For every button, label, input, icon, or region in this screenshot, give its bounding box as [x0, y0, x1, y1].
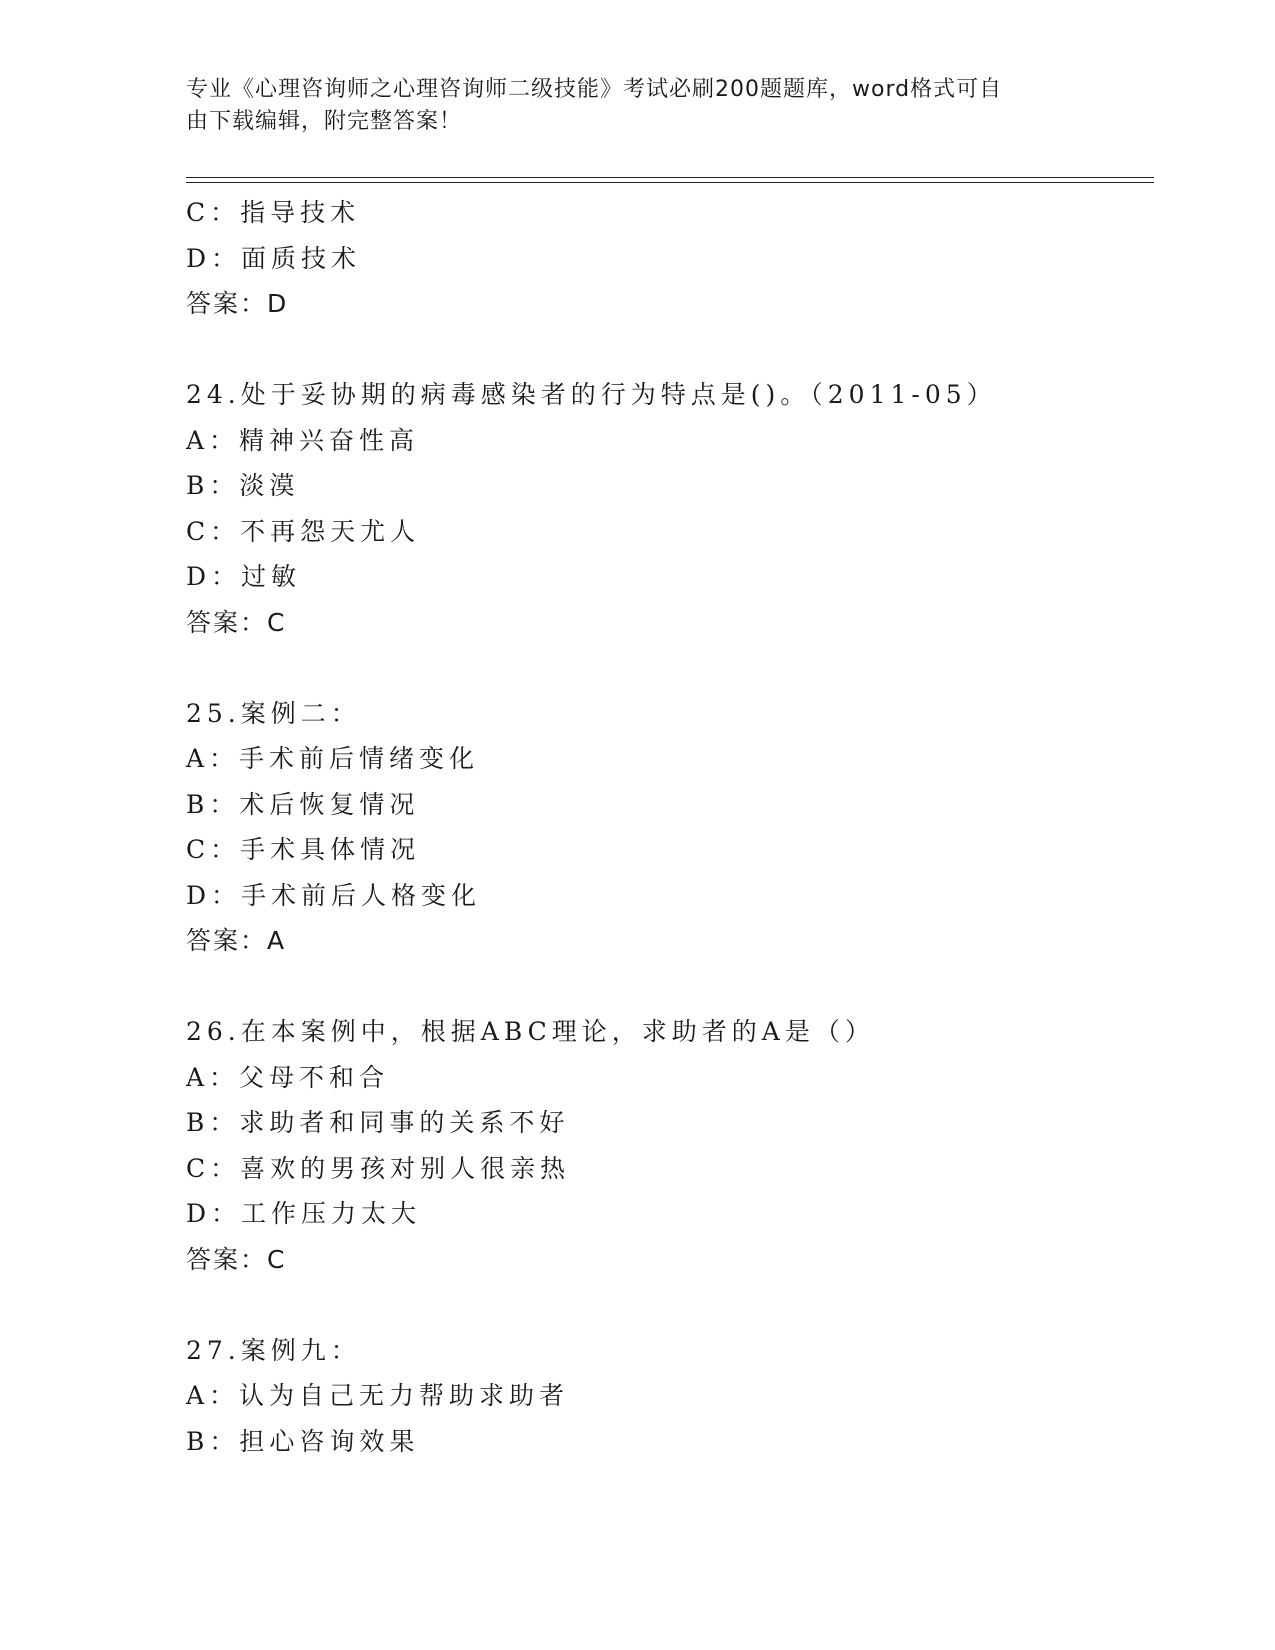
spacer: [186, 964, 1146, 1010]
option-d: D：手术前后人格变化: [186, 880, 482, 910]
question-stem: 24.处于妥协期的病毒感染者的行为特点是()。（2011-05）: [186, 380, 997, 409]
option-c: C：不再怨天尤人: [186, 516, 421, 546]
option-d: D：过敏: [186, 562, 302, 591]
question-block-25: [186, 691, 1146, 964]
question-block-26: [186, 1009, 1146, 1282]
option-b: B：求助者和同事的关系不好: [186, 1108, 570, 1137]
answer-label: 答案：C: [186, 1244, 287, 1274]
header-line-2: 由下载编辑，附完整答案！: [186, 109, 463, 134]
question-stem: 25.案例二：: [186, 698, 361, 728]
answer-label: 答案：D: [186, 289, 289, 318]
header-line-1: 专业《心理咨询师之心理咨询师二级技能》考试必刷200题题库，word格式可自: [186, 77, 1003, 102]
question-stem: 27.案例九：: [186, 1335, 361, 1365]
option-a: A：手术前后情绪变化: [186, 744, 480, 773]
option-c: C：指导技术: [186, 198, 361, 227]
question-block-prev: [186, 190, 1146, 327]
option-c: C：喜欢的男孩对别人很亲热: [186, 1153, 571, 1183]
option-b: B：担心咨询效果: [186, 1426, 420, 1456]
option-b: B：淡漠: [186, 471, 300, 500]
option-a: A：认为自己无力帮助求助者: [186, 1381, 570, 1410]
option-c: C：手术具体情况: [186, 835, 421, 864]
answer-label: 答案：C: [186, 607, 287, 637]
question-list: [186, 190, 1146, 1464]
option-a: A：精神兴奋性高: [186, 425, 420, 455]
spacer: [186, 645, 1146, 691]
header-rule-top: [186, 177, 1154, 178]
option-b: B：术后恢复情况: [186, 789, 420, 819]
option-d: D：工作压力太大: [186, 1199, 422, 1228]
spacer: [186, 327, 1146, 373]
question-block-24: [186, 372, 1146, 645]
document-header: [186, 74, 1066, 138]
question-stem: 26.在本案例中，根据ABC理论，求助者的A是（）: [186, 1017, 875, 1046]
question-block-27: [186, 1328, 1146, 1465]
option-d: D：面质技术: [186, 243, 362, 273]
header-rule-bottom: [186, 182, 1154, 183]
option-a: A：父母不和合: [186, 1062, 390, 1092]
spacer: [186, 1282, 1146, 1328]
answer-label: 答案：A: [186, 926, 287, 955]
